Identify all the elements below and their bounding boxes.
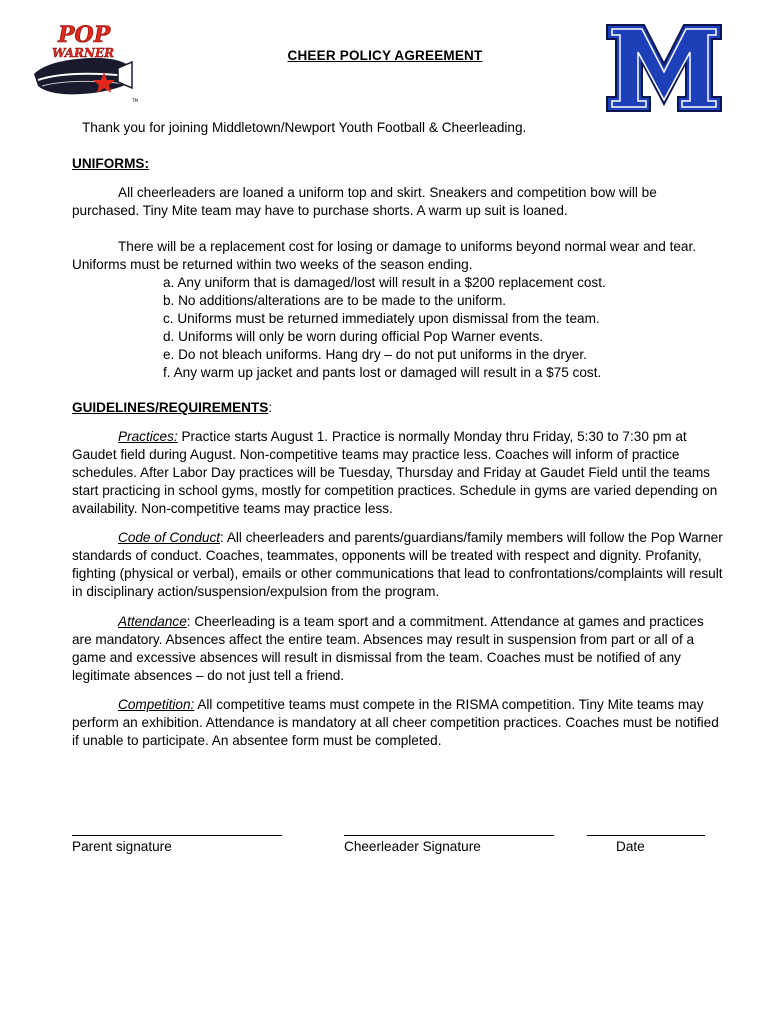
uniforms-heading: UNIFORMS: xyxy=(72,156,150,171)
practices-paragraph: Practices: Practice starts August 1. Practice is normally Monday thru Friday, 5:30 to 7:30 pm at Gaudet field during August. Non-competitive teams may practice less. Coaches will inform of practice schedules. After Labor Day practices will be Tuesday, Thursday and Friday at Gaudet Field until the teams start practicing in school gyms, mostly for competition practices. Schedule in gyms are varied depending on availability. Non-competitive teams may practice less. xyxy=(72,429,718,516)
list-item: e. Do not bleach uniforms. Hang dry – do not put uniforms in the dryer. xyxy=(163,347,587,362)
warner-text: WARNER xyxy=(52,46,115,60)
parent-signature-label: Parent signature xyxy=(72,839,172,854)
cheerleader-signature-label: Cheerleader Signature xyxy=(344,839,481,854)
conduct-label: Code of Conduct xyxy=(118,530,221,545)
attendance-paragraph: Attendance: Cheerleading is a team sport and a commitment. Attendance at games and practices are mandatory. Absences affect the entire team. Absences may result in suspension from part or all of a game and excessive absences will result in dismissal from the team. Coaches must be notified of any legitimate absences – do not just tell a friend. xyxy=(72,614,704,683)
guidelines-heading: GUIDELINES/REQUIREMENTS xyxy=(72,400,269,415)
intro-text: Thank you for joining Middletown/Newport Youth Football & Cheerleading. xyxy=(82,120,527,135)
conduct-paragraph: Code of Conduct: All cheerleaders and parents/guardians/family members will follow the Pop Warner standards of conduct. Coaches, teammates, opponents will be treated with respect and dignity. Profanity, fighting (physical or verbal), emails or other communications that lead to confrontations/complaints will result in disciplinary action/suspension/expulsion from the program. xyxy=(72,530,723,599)
pop-warner-logo xyxy=(28,22,146,106)
attendance-label: Attendance xyxy=(118,614,187,629)
list-item: f. Any warm up jacket and pants lost or damaged will result in a $75 cost. xyxy=(163,365,602,380)
uniform-rules-list xyxy=(163,274,606,382)
competition-label: Competition: xyxy=(118,697,195,712)
m-logo xyxy=(604,22,724,114)
practices-label: Practices: xyxy=(118,429,178,444)
uniforms-paragraph-2: There will be a replacement cost for losing or damage to uniforms beyond normal wear and tear. Uniforms must be returned within two weeks of the season ending. xyxy=(72,239,697,272)
list-item: d. Uniforms will only be worn during official Pop Warner events. xyxy=(163,329,544,344)
list-item: a. Any uniform that is damaged/lost will result in a $200 replacement cost. xyxy=(163,275,606,290)
parent-signature-line[interactable] xyxy=(72,835,282,836)
little-scholars-text: LITTLE SCHOLARS xyxy=(54,65,110,71)
competition-paragraph: Competition: All competitive teams must compete in the RISMA competition. Tiny Mite teams may perform an exhibition. Attendance is mandatory at all cheer competition practices. Coaches must be notified if unable to participate. An absentee form must be completed. xyxy=(72,697,719,748)
pop-text: POP xyxy=(58,22,111,48)
list-item: b. No additions/alterations are to be made to the uniform. xyxy=(163,293,507,308)
date-line[interactable] xyxy=(587,835,705,836)
cheerleader-signature-line[interactable] xyxy=(344,835,554,836)
uniforms-paragraph-1: All cheerleaders are loaned a uniform top and skirt. Sneakers and competition bow will be purchased. Tiny Mite team may have to purchase shorts. A warm up suit is loaned. xyxy=(72,185,657,218)
page-title: CHEER POLICY AGREEMENT xyxy=(287,48,483,63)
list-item: c. Uniforms must be returned immediately upon dismissal from the team. xyxy=(163,311,600,326)
date-label: Date xyxy=(616,839,645,854)
trademark-text: TM xyxy=(132,98,138,103)
guidelines-heading-row: GUIDELINES/REQUIREMENTS: xyxy=(72,400,273,415)
